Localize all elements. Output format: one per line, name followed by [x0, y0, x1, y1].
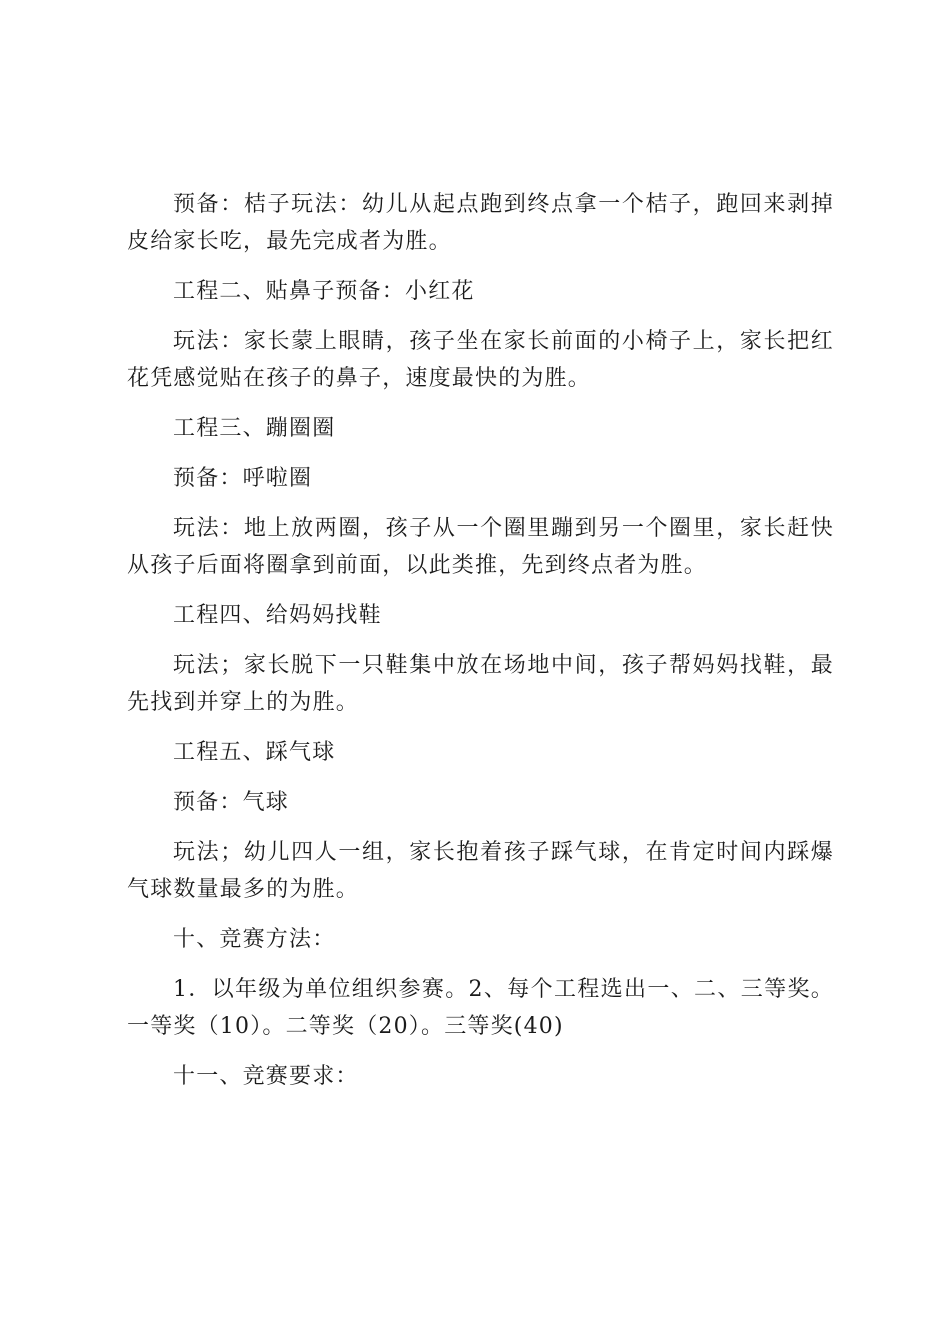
heading-competition-requirements: 十一、竞赛要求： — [173, 1064, 359, 1089]
paragraph-orange-game: 预备：桔子玩法：幼儿从起点跑到终点拿一个桔子，跑回来剥掉皮给家长吃，最先完成者为胜。 — [127, 192, 834, 254]
paragraph-balloon-prep: 预备：气球 — [173, 790, 290, 815]
paragraph-hoop-game: 玩法：地上放两圈，孩子从一个圈里蹦到另一个圈里，家长赶快从孩子后面将圈拿到前面，以此类推，先到终点者为胜。 — [127, 516, 834, 578]
heading-competition-method: 十、竞赛方法： — [173, 927, 336, 952]
heading-project-two: 工程二、贴鼻子预备：小红花 — [173, 279, 475, 304]
document-body — [127, 186, 834, 1108]
heading-project-three: 工程三、蹦圈圈 — [173, 416, 336, 441]
paragraph-balloon-game: 玩法；幼儿四人一组，家长抱着孩子踩气球，在肯定时间内踩爆气球数量最多的为胜。 — [127, 840, 834, 902]
paragraph-shoe-game: 玩法；家长脱下一只鞋集中放在场地中间，孩子帮妈妈找鞋，最先找到并穿上的为胜。 — [127, 653, 834, 715]
heading-project-five: 工程五、踩气球 — [173, 740, 336, 765]
paragraph-competition-method: 1．以年级为单位组织参赛。2、每个工程选出一、二、三等奖。一等奖（10）。二等奖（20）。三等奖(40) — [127, 977, 834, 1039]
paragraph-hoop-prep: 预备：呼啦圈 — [173, 466, 313, 491]
heading-project-four: 工程四、给妈妈找鞋 — [173, 603, 382, 628]
paragraph-nose-game: 玩法：家长蒙上眼睛，孩子坐在家长前面的小椅子上，家长把红花凭感觉贴在孩子的鼻子，速度最快的为胜。 — [127, 329, 834, 391]
